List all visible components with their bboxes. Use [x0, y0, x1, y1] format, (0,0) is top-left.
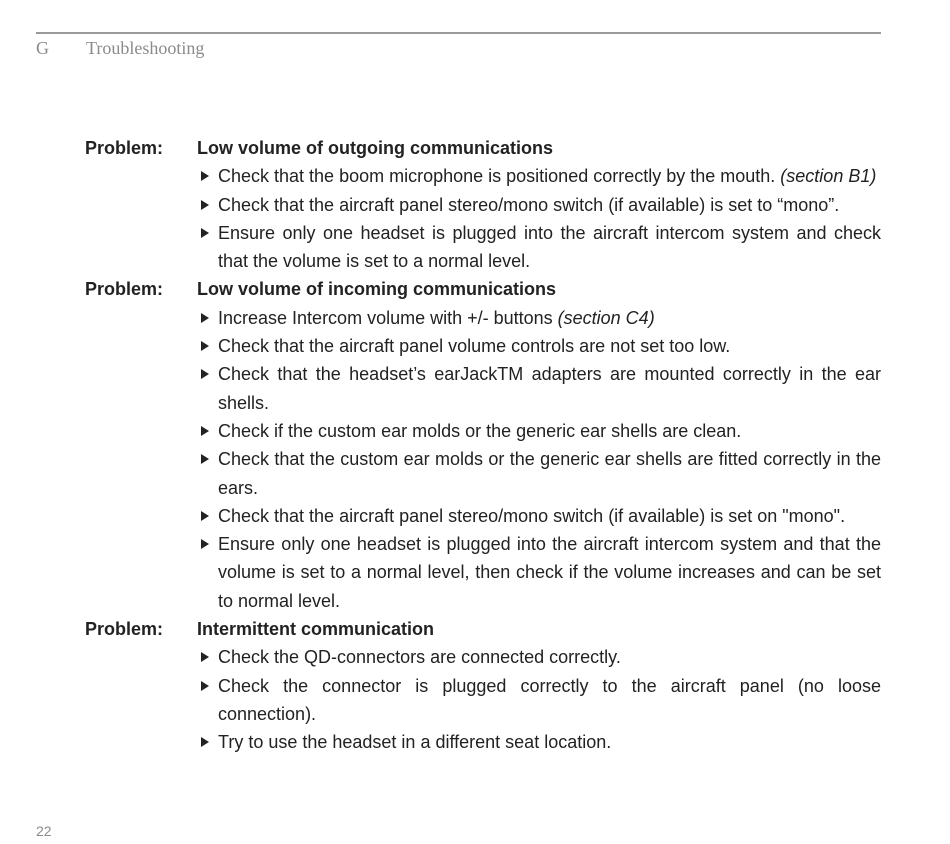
- solution-text: Ensure only one headset is plugged into the aircraft intercom system and check that the volume is set to a normal level.: [218, 222, 881, 272]
- solution-text: Check the QD-connectors are connected correctly.: [218, 647, 621, 668]
- problem-block: [85, 134, 881, 275]
- solution-text: Check that the headset’s earJackTM adapters are mounted correctly in the ear shells.: [218, 364, 881, 413]
- solution-item: [197, 360, 881, 417]
- problem-list: [85, 134, 881, 757]
- solution-item: [197, 643, 881, 671]
- problem-title: Low volume of outgoing communications: [197, 138, 553, 158]
- triangle-bullet-icon: [201, 313, 209, 323]
- solution-text: Increase Intercom volume with +/- buttons: [218, 307, 558, 328]
- solution-item: [197, 445, 881, 502]
- solution-item: [197, 672, 881, 729]
- problem-block: [85, 275, 881, 615]
- problem-block: [85, 615, 881, 756]
- triangle-bullet-icon: [201, 652, 209, 662]
- triangle-bullet-icon: [201, 681, 209, 691]
- triangle-bullet-icon: [201, 369, 209, 379]
- solution-text: Ensure only one headset is plugged into the aircraft intercom system and that the volume is set to a normal level, then check if the volume increases and can be set to normal level.: [218, 534, 881, 611]
- solution-text: Check the connector is plugged correctly to the aircraft panel (no loose connection).: [218, 675, 881, 724]
- problem-title: Intermittent communication: [197, 619, 435, 640]
- triangle-bullet-icon: [201, 539, 209, 549]
- solution-text: Check that the custom ear molds or the generic ear shells are fitted correctly in the ears.: [218, 449, 881, 498]
- section-reference: (section C4): [557, 307, 655, 328]
- triangle-bullet-icon: [201, 511, 209, 521]
- problem-title: Low volume of incoming communications: [197, 279, 557, 300]
- section-title: Troubleshooting: [86, 38, 205, 58]
- solution-list: [197, 162, 881, 275]
- triangle-bullet-icon: [201, 171, 209, 181]
- solution-item: [197, 219, 881, 276]
- solution-item: [197, 417, 881, 445]
- solution-text: Check that the boom microphone is positioned correctly by the mouth.: [218, 166, 781, 187]
- triangle-bullet-icon: [201, 341, 209, 351]
- section-reference: (section B1): [780, 166, 877, 187]
- solution-item: [197, 728, 881, 756]
- solution-list: [197, 643, 881, 756]
- solution-text: Check that the aircraft panel volume controls are not set too low.: [218, 336, 731, 357]
- triangle-bullet-icon: [201, 200, 209, 210]
- triangle-bullet-icon: [201, 454, 209, 464]
- solution-text: Check that the aircraft panel stereo/mono switch (if available) is set to “mono”.: [218, 194, 840, 215]
- solution-list: [197, 304, 881, 615]
- solution-text: Check if the custom ear molds or the generic ear shells are clean.: [218, 420, 742, 441]
- page-number: 22: [36, 823, 52, 839]
- solution-item: [197, 191, 881, 219]
- solution-item: [197, 332, 881, 360]
- problem-label: Problem:: [85, 138, 164, 158]
- header-rule: [36, 32, 881, 34]
- triangle-bullet-icon: [201, 426, 209, 436]
- section-letter: G: [36, 38, 49, 58]
- solution-text: Check that the aircraft panel stereo/mono switch (if available) is set on "mono".: [218, 505, 846, 526]
- solution-item: [197, 162, 881, 190]
- solution-text: Try to use the headset in a different seat location.: [218, 732, 612, 753]
- problem-label: Problem:: [85, 279, 164, 300]
- solution-item: [197, 502, 881, 530]
- problem-label: Problem:: [85, 619, 164, 640]
- triangle-bullet-icon: [201, 228, 209, 238]
- solution-item: [197, 304, 881, 332]
- solution-item: [197, 530, 881, 615]
- triangle-bullet-icon: [201, 737, 209, 747]
